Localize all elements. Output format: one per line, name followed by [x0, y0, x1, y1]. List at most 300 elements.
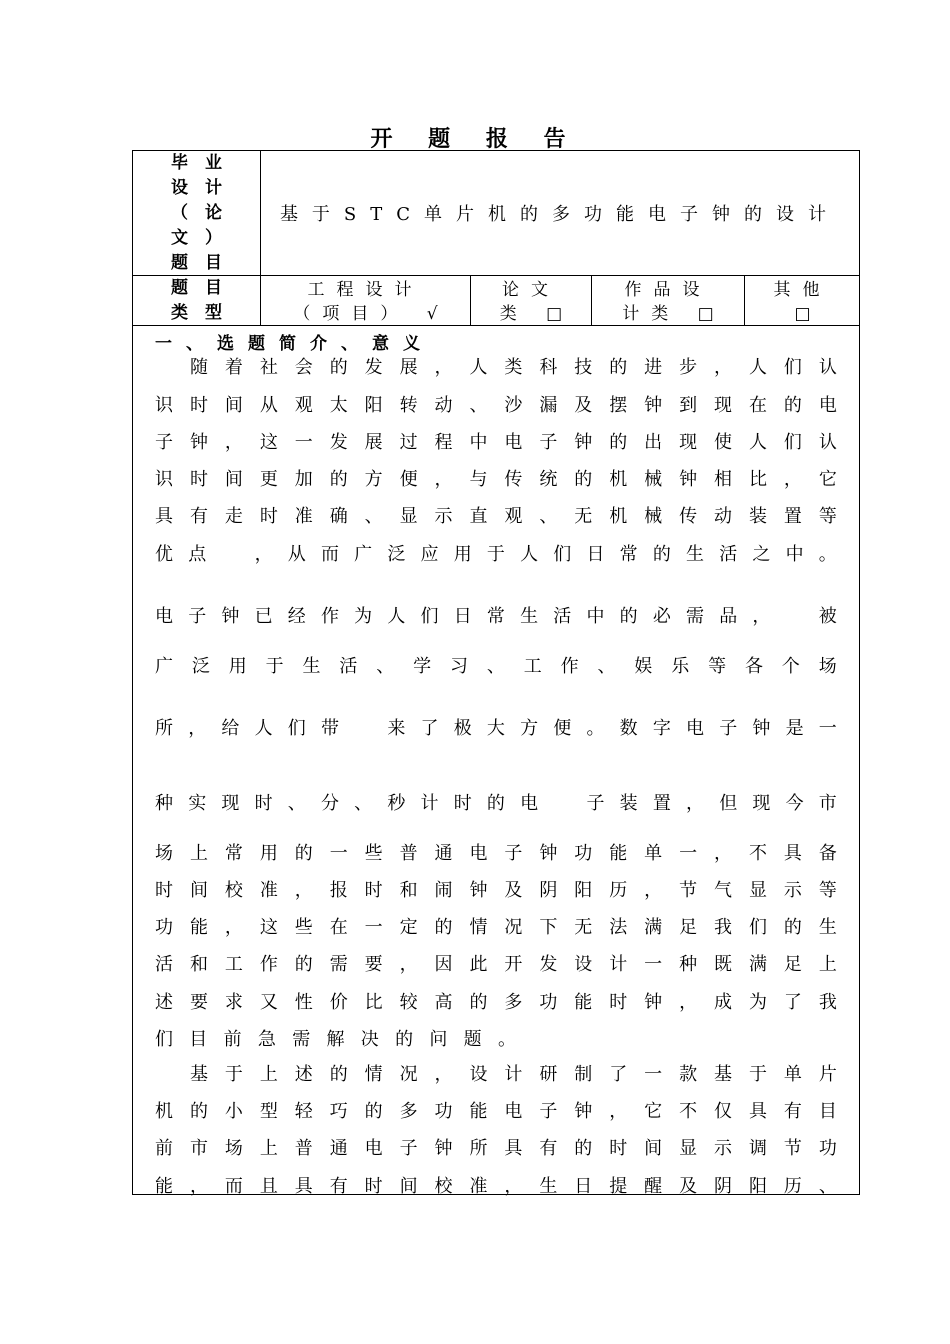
body-char: 到	[679, 395, 698, 416]
body-char: 了	[609, 1064, 628, 1085]
body-char: 应	[420, 544, 439, 565]
body-char: 点	[188, 544, 207, 565]
body-char: 述	[155, 992, 173, 1013]
body-text-line	[155, 353, 837, 379]
type-option-engineering[interactable]	[261, 276, 470, 326]
body-char: 目	[818, 1101, 837, 1122]
body-char: 在	[329, 917, 348, 938]
body-char: 时	[609, 1138, 628, 1159]
body-char: 习	[450, 656, 468, 677]
check-mark-icon: √	[426, 304, 438, 324]
body-char: 们	[783, 357, 802, 378]
body-char: 已	[254, 606, 273, 627]
body-char: 太	[329, 395, 348, 416]
body-char: 制	[574, 1064, 593, 1085]
body-char: 生	[686, 544, 704, 565]
body-char: 问	[429, 1029, 448, 1050]
body-char	[354, 714, 372, 740]
body-char: 机	[609, 469, 628, 490]
body-char: 有	[189, 506, 208, 527]
body-char	[155, 1060, 173, 1086]
body-char: 情	[364, 1064, 383, 1085]
body-char: 调	[748, 1138, 767, 1159]
body-char: ，	[399, 954, 418, 975]
body-char: 计	[420, 793, 439, 814]
body-char: ，	[224, 917, 243, 938]
body-char: 计	[504, 1064, 523, 1085]
body-char: 识	[155, 469, 173, 490]
body-char: 装	[748, 506, 767, 527]
body-char: 人	[469, 357, 488, 378]
body-char: 、	[364, 506, 383, 527]
body-char: 活	[719, 544, 738, 565]
body-char: 示	[714, 1138, 732, 1159]
body-char: 阳	[748, 1176, 767, 1197]
body-char: 传	[679, 506, 698, 527]
body-char: 人	[520, 544, 539, 565]
body-char: 我	[818, 992, 837, 1013]
body-char: 一	[364, 917, 383, 938]
body-char: 加	[294, 469, 313, 490]
body-char: 钟	[574, 1101, 593, 1122]
body-char: 被	[818, 606, 837, 627]
body-char: 作	[320, 606, 339, 627]
body-char: 品	[719, 606, 738, 627]
body-char: 的	[574, 1138, 593, 1159]
body-char: 阳	[364, 395, 383, 416]
body-char: 钟	[679, 469, 698, 490]
body-char: 置	[783, 506, 802, 527]
body-char: 大	[486, 718, 505, 739]
body-char: 不	[748, 843, 767, 864]
body-char: 节	[783, 1138, 802, 1159]
body-char: 基	[714, 1064, 732, 1085]
label-char: ）	[205, 227, 222, 248]
body-char: 小	[224, 1101, 243, 1122]
body-char: 生	[302, 656, 321, 677]
body-char: 较	[399, 992, 418, 1013]
body-char: 是	[785, 718, 804, 739]
body-char: 钟	[539, 843, 558, 864]
body-char: 阴	[539, 880, 558, 901]
body-char: 种	[155, 793, 173, 814]
body-text-line	[155, 1134, 837, 1160]
body-char: 活	[553, 606, 572, 627]
body-char: 日	[586, 544, 605, 565]
body-char: 的	[469, 992, 488, 1013]
body-char: 示	[783, 880, 802, 901]
body-char: 一	[294, 432, 313, 453]
body-char: 为	[748, 992, 767, 1013]
body-char: 有	[783, 1101, 802, 1122]
body-char: 出	[644, 432, 663, 453]
body-char: 能	[189, 917, 208, 938]
body-char: 生	[539, 1176, 558, 1197]
label-char: 目	[205, 277, 222, 298]
body-char: 成	[714, 992, 732, 1013]
body-char: 这	[259, 917, 278, 938]
body-char: 子	[586, 793, 605, 814]
body-char: 秒	[387, 793, 406, 814]
body-char: 的	[329, 357, 348, 378]
body-char: 市	[189, 1138, 208, 1159]
body-char: 娱	[634, 656, 653, 677]
body-char: 电	[818, 395, 837, 416]
body-char: 使	[714, 432, 732, 453]
body-char: 工	[224, 954, 243, 975]
body-text-line	[155, 465, 837, 491]
checkbox-icon: □	[794, 304, 811, 324]
body-char: 需	[292, 1029, 311, 1050]
body-char: 为	[354, 606, 373, 627]
body-char: ，	[189, 1176, 208, 1197]
body-char: ，	[752, 606, 771, 627]
body-char: 间	[224, 469, 243, 490]
type-option-thesis[interactable]	[471, 276, 591, 326]
body-char: ，	[686, 793, 704, 814]
body-char: 要	[189, 992, 208, 1013]
body-char: 功	[818, 1138, 837, 1159]
body-char: 的	[189, 1101, 208, 1122]
body-char: 走	[224, 506, 243, 527]
body-char: 们	[783, 432, 802, 453]
body-char: 泛	[191, 656, 210, 677]
body-char: 摆	[609, 395, 628, 416]
body-char: 展	[364, 432, 383, 453]
body-char: 等	[818, 880, 837, 901]
body-char: 会	[294, 357, 313, 378]
body-char: 们	[420, 606, 439, 627]
body-char: 时	[609, 992, 628, 1013]
body-char: 校	[224, 880, 243, 901]
body-char: 械	[644, 469, 663, 490]
body-char: 展	[399, 357, 418, 378]
body-char: 能	[609, 843, 628, 864]
body-text-line	[155, 652, 837, 678]
checkbox-icon: □	[697, 304, 714, 324]
body-char: ，	[254, 544, 273, 565]
body-char: 的	[619, 606, 638, 627]
body-char: 上	[189, 843, 208, 864]
body-char: 与	[469, 469, 488, 490]
body-char: 的	[652, 544, 671, 565]
body-char: 识	[155, 395, 173, 416]
body-char: 求	[224, 992, 243, 1013]
body-char: 无	[574, 506, 593, 527]
body-char: 具	[748, 1101, 767, 1122]
body-char: 的	[434, 917, 453, 938]
body-char: 而	[320, 544, 339, 565]
body-char: 因	[434, 954, 453, 975]
body-char: ，	[294, 880, 313, 901]
body-char: 而	[224, 1176, 243, 1197]
body-char: 阳	[574, 880, 593, 901]
body-text-line	[155, 428, 837, 454]
body-char: 一	[644, 954, 663, 975]
topic-label	[133, 151, 260, 275]
body-char: 时	[259, 506, 278, 527]
body-char: 准	[469, 1176, 488, 1197]
body-char: 历	[783, 1176, 802, 1197]
body-char: 方	[364, 469, 383, 490]
body-char: 电	[504, 1101, 523, 1122]
body-char: 工	[523, 656, 542, 677]
body-char: 便	[553, 718, 572, 739]
body-char: 子	[539, 1101, 558, 1122]
body-char: 片	[818, 1064, 837, 1085]
body-char: 前	[223, 1029, 242, 1050]
body-char: 们	[287, 718, 306, 739]
report-form	[132, 150, 860, 1195]
body-text-line	[155, 1172, 837, 1198]
body-char: 科	[539, 357, 558, 378]
body-char: 的	[395, 1029, 414, 1050]
body-char: 转	[399, 395, 418, 416]
body-char: 场	[155, 843, 173, 864]
body-char: 历	[609, 880, 628, 901]
body-char: 置	[652, 793, 671, 814]
body-char: 等	[708, 656, 727, 677]
body-char: 的	[364, 1101, 383, 1122]
body-char: 给	[221, 718, 240, 739]
body-char: 于	[265, 656, 284, 677]
body-char: 沙	[504, 395, 523, 416]
body-char: 认	[818, 432, 837, 453]
body-char: 些	[294, 917, 313, 938]
body-char: 发	[329, 432, 348, 453]
body-text-line	[155, 391, 837, 417]
body-char: 便	[399, 469, 418, 490]
body-char: 间	[399, 1176, 418, 1197]
body-char: 的	[329, 469, 348, 490]
body-text-line	[155, 1097, 837, 1123]
body-char: 比	[748, 469, 767, 490]
body-char: 电	[520, 793, 539, 814]
body-char: 这	[259, 432, 278, 453]
body-char: 功	[155, 917, 173, 938]
body-char: 子	[399, 1138, 418, 1159]
body-char: 们	[553, 544, 572, 565]
body-char: 单	[644, 843, 663, 864]
body-char: 解	[326, 1029, 345, 1050]
body-char: 的	[609, 357, 628, 378]
body-char: 数	[619, 718, 638, 739]
body-char: 于	[224, 1064, 243, 1085]
body-char: 价	[329, 992, 348, 1013]
body-char: 子	[504, 843, 523, 864]
body-char: 活	[339, 656, 358, 677]
body-char: 前	[155, 1138, 173, 1159]
body-char: 钟	[644, 395, 663, 416]
body-char: 性	[294, 992, 313, 1013]
body-char: 此	[469, 954, 488, 975]
body-char: 的	[294, 843, 313, 864]
body-char: 常	[486, 606, 505, 627]
body-text-line	[155, 913, 837, 939]
body-char: 程	[434, 432, 453, 453]
body-char: 型	[259, 1101, 278, 1122]
body-char: 时	[189, 395, 208, 416]
body-char: 和	[189, 954, 208, 975]
body-char: 实	[188, 793, 207, 814]
type-option-work-design[interactable]	[592, 276, 744, 326]
body-char: 步	[679, 357, 698, 378]
body-char: 确	[329, 506, 348, 527]
body-char: 场	[224, 1138, 243, 1159]
body-char: 一	[679, 843, 698, 864]
body-char: 现	[221, 793, 240, 814]
body-char: 足	[679, 917, 698, 938]
body-text-line	[155, 1060, 837, 1086]
label-char: 文	[171, 227, 188, 248]
body-char: 种	[679, 954, 698, 975]
body-char: 要	[364, 954, 383, 975]
body-char: 电	[469, 843, 488, 864]
body-char: 的	[574, 469, 593, 490]
body-char: 上	[259, 1138, 278, 1159]
body-char: 漏	[539, 395, 558, 416]
body-text-line	[155, 540, 837, 566]
body-char: 决	[360, 1029, 379, 1050]
body-char: 类	[504, 357, 523, 378]
body-char: 需	[329, 954, 348, 975]
body-char: 常	[619, 544, 638, 565]
body-char: 一	[329, 843, 348, 864]
body-char: 通	[329, 1138, 348, 1159]
body-char: 能	[155, 1176, 173, 1197]
body-text-line	[155, 876, 837, 902]
body-char: ，	[644, 880, 663, 901]
body-char: 用	[259, 843, 278, 864]
body-char: 人	[254, 718, 273, 739]
body-char: 们	[155, 1029, 173, 1050]
body-char: 生	[818, 917, 837, 938]
body-char: 功	[539, 992, 558, 1013]
body-char: 比	[364, 992, 383, 1013]
type-label	[133, 276, 260, 325]
body-char: 、	[354, 793, 373, 814]
body-char: 功	[434, 1101, 453, 1122]
label-char: 目	[205, 252, 222, 273]
type-option-other[interactable]	[745, 276, 860, 326]
body-char: 学	[413, 656, 432, 677]
body-char: 通	[434, 843, 453, 864]
label-char: 设	[171, 177, 188, 198]
body-char: 校	[434, 1176, 453, 1197]
body-char: 从	[259, 395, 278, 416]
body-char: 间	[189, 880, 208, 901]
body-char: 准	[259, 880, 278, 901]
body-char: 的	[486, 793, 505, 814]
body-char: 情	[469, 917, 488, 938]
body-char: 能	[574, 992, 593, 1013]
body-char: 技	[574, 357, 593, 378]
body-char: 时	[364, 880, 383, 901]
body-char: 基	[189, 1064, 208, 1085]
body-char: 况	[504, 917, 523, 938]
body-char: 有	[539, 1138, 558, 1159]
body-char: 及	[679, 1176, 698, 1197]
body-char: 闹	[434, 880, 453, 901]
body-char: 过	[399, 432, 418, 453]
body-char: 示	[434, 506, 453, 527]
body-char: 能	[469, 1101, 488, 1122]
body-char: 、	[287, 793, 306, 814]
body-char: 、	[486, 656, 505, 677]
body-char: 在	[748, 395, 767, 416]
body-char: 分	[320, 793, 339, 814]
body-text-line	[155, 789, 837, 815]
body-char: 用	[228, 656, 247, 677]
body-char: 多	[504, 992, 523, 1013]
body-char: 了	[783, 992, 802, 1013]
body-char: 及	[504, 880, 523, 901]
body-char: 现	[679, 432, 698, 453]
body-char: 动	[714, 506, 732, 527]
body-char: 。	[586, 718, 605, 739]
body-char: 带	[320, 718, 339, 739]
body-char: 子	[539, 432, 558, 453]
label-char: 类	[171, 302, 188, 323]
body-char: 中	[469, 432, 488, 453]
body-char: ，	[679, 992, 698, 1013]
body-char: 备	[818, 843, 837, 864]
body-char: 中	[586, 606, 605, 627]
body-char: 时	[155, 880, 173, 901]
body-char: 下	[539, 917, 558, 938]
body-text-line	[155, 502, 837, 528]
report-title	[0, 122, 950, 152]
body-char: 所	[155, 718, 173, 739]
body-char: 准	[294, 506, 313, 527]
body-char: 电	[155, 606, 173, 627]
body-char: 提	[609, 1176, 628, 1197]
body-char: 不	[679, 1101, 698, 1122]
body-char: 活	[155, 954, 173, 975]
body-char: 法	[609, 917, 628, 938]
body-char: 的	[609, 432, 628, 453]
body-char: 随	[189, 357, 208, 378]
body-char: 定	[399, 917, 418, 938]
body-char: 相	[714, 469, 732, 490]
body-char: 的	[783, 917, 802, 938]
label-char: 题	[171, 277, 188, 298]
body-char: ，	[504, 1176, 523, 1197]
body-char: 械	[644, 506, 663, 527]
body-char: 但	[719, 793, 738, 814]
body-char: 具	[294, 1176, 313, 1197]
report-title-text: 开 题 报 告	[370, 126, 580, 152]
body-char: 述	[294, 1064, 313, 1085]
section-heading: 一、选题简介、意义	[155, 334, 434, 354]
option-line: 论文	[502, 280, 560, 300]
body-char: 及	[574, 395, 593, 416]
label-char: 题	[171, 252, 188, 273]
body-char: 生	[520, 606, 539, 627]
body-char: 子	[188, 606, 207, 627]
body-char: 又	[259, 992, 278, 1013]
body-char: 发	[364, 357, 383, 378]
body-char: ，	[714, 843, 732, 864]
body-char: 设	[574, 954, 593, 975]
body-char	[786, 602, 804, 628]
body-char: 人	[748, 357, 767, 378]
body-char: 我	[714, 917, 732, 938]
body-char: 一	[644, 1064, 663, 1085]
body-char: 钟	[574, 432, 593, 453]
body-char: 等	[818, 506, 837, 527]
body-char: ，	[783, 469, 802, 490]
